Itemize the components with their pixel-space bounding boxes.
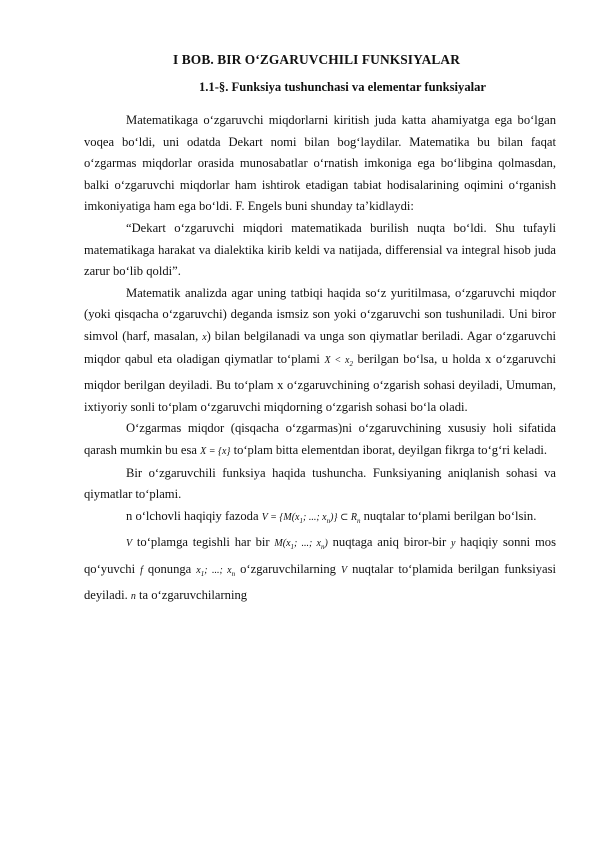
math-m: M(x (274, 538, 291, 550)
paragraph-4-text-a: O‘zgarmas miqdor (qisqacha o‘zgarmas)ni o‘zgaruvchining xususiy holi sifatida qarash mumkin bu esa (84, 421, 556, 457)
math-lt: < (334, 354, 342, 366)
math-v-definition (262, 512, 361, 523)
math-sub-2: 2 (349, 359, 353, 368)
paragraph-4-text-b: to‘plam bitta elementdan iborat, deyilgan fikrga to‘g‘ri keladi. (230, 442, 548, 457)
paragraph-7-text-a: to‘plamga tegishli har bir (132, 535, 275, 550)
paragraph-1: Matematikaga o‘zgaruvchi miqdorlarni kiritish juda katta ahamiyatga ega bo‘lgan voqea bo‘ldi, uni odatda Dekart nomi bilan bog‘laydilar. Matematika bu bilan faqat o‘zgarmas miqdorlar orasida munosabatlar o‘rnatish imkoniga ega bo‘libgina qolmasdan, balki o‘zgaruvchi miqdorlar ham ishtirok etadigan tabiat hodisalarining oqimini o‘rganish imkoniyatiga ham ega bo‘ldi. F. Engels buni shunday ta’kidlaydi: (84, 113, 556, 214)
math-sub-n-b: n (320, 543, 325, 552)
paragraph-4 (84, 418, 556, 462)
paragraph-7-text-f: nuqtalar to‘plamida berilgan funksiyasi deyiladi. (84, 561, 556, 603)
math-n: n (130, 591, 136, 603)
math-sub-n: n (326, 516, 331, 525)
math-v-def-tail: )} ⊂ R (330, 511, 357, 523)
math-sub-n-c: n (231, 569, 236, 578)
paragraph-3 (84, 283, 556, 419)
math-constant-set: X = {x} (200, 445, 231, 457)
paragraph-6-text-a: n o‘lchovli haqiqiy fazoda (126, 508, 262, 523)
math-vars (196, 565, 235, 576)
math-sub-n-r: n (356, 516, 361, 525)
paragraph-7-text-d: qonunga (142, 561, 197, 576)
paragraph-7 (84, 532, 556, 608)
paragraph-7-text-b: nuqtaga aniq biror-bir (327, 535, 452, 550)
paragraph-3-text-a: Matematik analizda agar uning tatbiqi haqida so‘z yuritilmasa, o‘zgaruvchi miqdor (yoki qisqacha o‘zgaruvchi) deganda ismsiz son yoki o‘zgaruvchi son tushuniladi. Uni biror simvol (harf, masalan, (84, 285, 556, 343)
math-dots: ; ...; x (303, 511, 327, 523)
chapter-heading: I BOB. BIR O‘ZGARUVCHILI FUNKSIYALAR (173, 52, 460, 67)
math-point-m: $M(x_1$; ...; $x_n$) (274, 538, 328, 552)
section-heading: 1.1-§. Funksiya tushunchasi va elementar funksiyalar (198, 80, 487, 94)
math-v: V (261, 511, 268, 523)
math-y: y (451, 538, 456, 550)
math-sub-1: 1 (299, 516, 303, 525)
paragraph-3-text-b: ) bilan belgilanadi va unga son qiymatlar beriladi. Agar o‘zgaruvchi miqdor qabul eta oladigan qiymatlar to‘plami (84, 328, 556, 366)
math-x: x (202, 331, 207, 343)
paragraph-7-text-c: haqiqiy sonni mos qo‘yuvchi (84, 535, 556, 576)
paragraph-6-text-b: nuqtalar to‘plami berilgan bo‘lsin. (360, 508, 537, 523)
math-v-end: V (340, 564, 348, 576)
paragraph-2: “Dekart o‘zgaruvchi miqdori matematikada burilish nuqta bo‘ldi. Shu tufayli matematikaga harakat va dialektika kirib keldi va natijada, differensial va integral hisob juda zarur bo‘lib qoldi”. (84, 220, 556, 279)
math-x2: x (345, 354, 350, 366)
paragraph-6 (84, 506, 556, 533)
math-dots-b: ; ...; x (294, 538, 321, 550)
math-set-x: X (324, 354, 331, 366)
math-sub-1b: 1 (290, 543, 295, 552)
math-v-def: = {M(x (270, 511, 300, 523)
document-body (84, 110, 556, 608)
paragraph-7-text-g: ta o‘zgaruvchilarning (135, 588, 248, 603)
math-set-inequality (324, 355, 353, 366)
math-f: f (140, 564, 143, 576)
paragraph-3-text-c: berilgan bo‘lsa, u holda x o‘zgaruvchi miqdor berilgan deyiladi. Bu to‘plam x o‘zgaruvchining o‘zgarish sohasi deyiladi, Umuman, ixtiyoriy sonli to‘plam o‘zgaruvchi miqdorning o‘zgarish sohasi bo‘la oladi. (84, 351, 557, 414)
paragraph-5: Bir o‘zgaruvchili funksiya haqida tushuncha. Funksiyaning aniqlanish sohasi va qiymatlar to‘plami. (84, 465, 556, 502)
math-v-start: V (126, 538, 133, 550)
paragraph-7-text-e: o‘zgaruvchilarning (235, 561, 341, 576)
math-dots-c: ; ...; x (204, 564, 232, 576)
math-vars-x: x (196, 564, 201, 576)
math-sub-1c: 1 (200, 569, 205, 578)
